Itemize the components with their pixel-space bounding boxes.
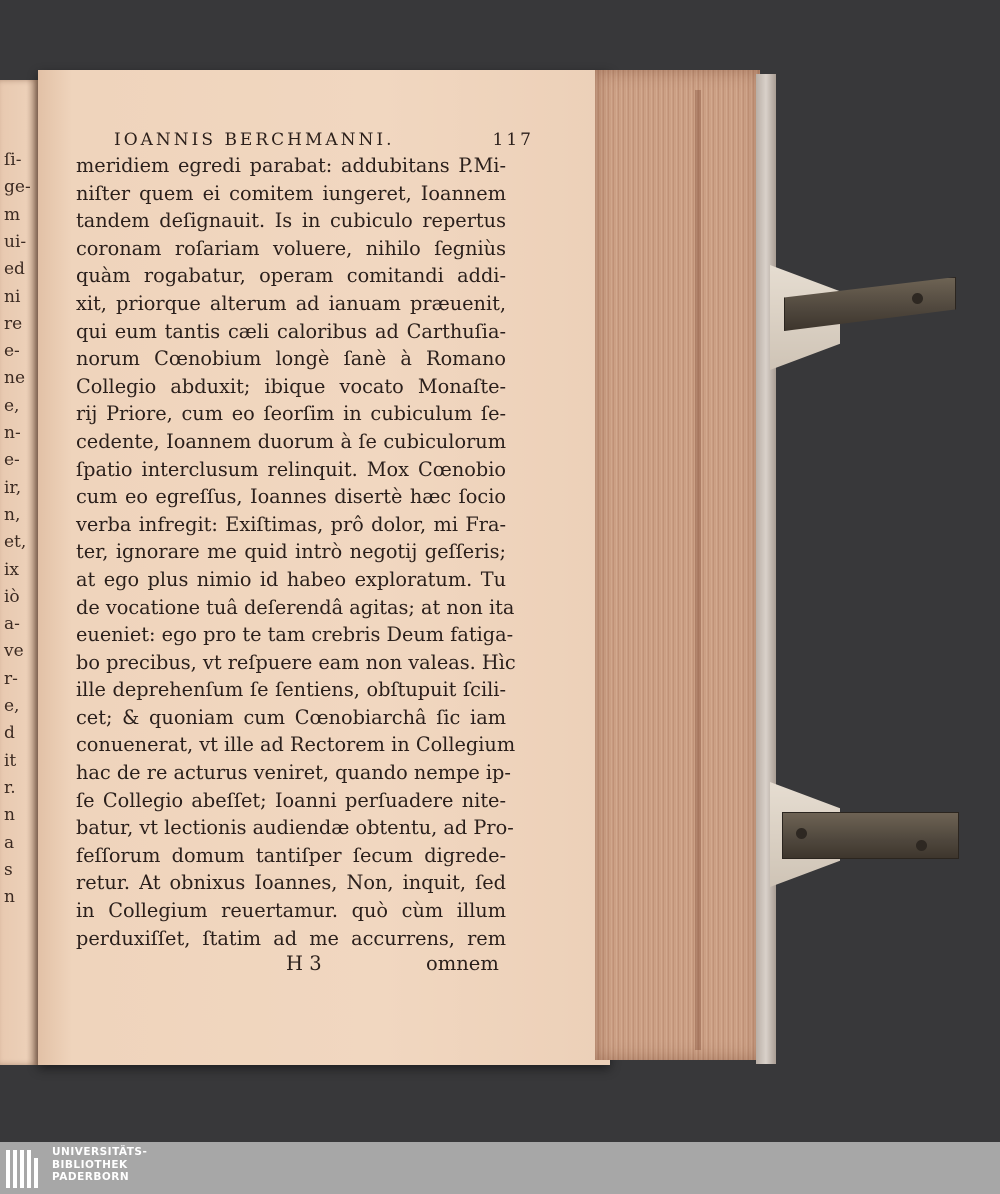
text-line: ſpatio interclusum relinquit. Mox Cœnobio bbox=[76, 457, 506, 481]
page-footer bbox=[38, 952, 506, 980]
logo-text-line: PADERBORN bbox=[52, 1171, 130, 1183]
left-page-edge bbox=[0, 80, 38, 1065]
left-page-fragment: a- bbox=[4, 614, 20, 635]
text-line: retur. At obnixus Ioannes, Non, inquit, ſed bbox=[76, 871, 506, 895]
text-line: hac de re acturus veniret, quando nempe ip- bbox=[76, 761, 511, 785]
text-line: eueniet: ego pro te tam crebris Deum fatiga- bbox=[76, 623, 514, 647]
text-line: bo precibus, vt reſpuere eam non valeas. Hìc bbox=[76, 650, 516, 674]
library-logo-text bbox=[52, 1146, 147, 1184]
left-page-fragment: m bbox=[4, 204, 21, 225]
text-line: coronam roſariam voluere, nihilo ſegniùs bbox=[76, 236, 506, 260]
cover-edge bbox=[756, 74, 776, 1064]
text-line: cet; & quoniam cum Cœnobiarchâ ſic iam bbox=[76, 705, 506, 729]
left-page-fragment: e- bbox=[4, 450, 20, 471]
left-page-fragment: iò bbox=[4, 586, 20, 607]
catchword: omnem bbox=[426, 952, 499, 975]
text-line: meridiem egredi parabat: addubitans P.Mi- bbox=[76, 154, 506, 177]
fore-edge bbox=[595, 70, 760, 1060]
logo-text-line: UNIVERSITÄTS- bbox=[52, 1146, 148, 1158]
text-line: ter, ignorare me quid intrò negotij geſſeris; bbox=[76, 540, 506, 564]
left-page-fragment: ne bbox=[4, 368, 26, 389]
text-line: niſter quem ei comitem iungeret, Ioannem bbox=[76, 181, 506, 205]
left-page-fragment: d bbox=[4, 723, 15, 744]
page-number: 117 bbox=[492, 130, 534, 150]
logo-text-line: BIBLIOTHEK bbox=[52, 1158, 128, 1171]
text-line: verba infregit: Exiſtimas, prô dolor, mi Fra- bbox=[76, 512, 506, 536]
text-line: Collegio abduxit; ibique vocato Monaſte- bbox=[76, 374, 506, 398]
left-page-fragment: s bbox=[4, 859, 13, 880]
left-page-fragment: it bbox=[4, 750, 17, 771]
left-page-fragment: ve bbox=[4, 641, 24, 662]
text-line: tandem deſignauit. Is in cubiculo repertus bbox=[76, 209, 506, 233]
left-page-fragment: ir, bbox=[4, 477, 22, 498]
running-head-title: IOANNIS BERCHMANNI. bbox=[114, 130, 395, 150]
text-line: quàm rogabatur, operam comitandi addi- bbox=[76, 264, 506, 288]
text-line: xit, priorque alterum ad ianuam præuenit, bbox=[76, 291, 506, 315]
left-page-fragment: ix bbox=[4, 559, 20, 580]
text-line: de vocatione tuâ deſerendâ agitas; at non ita bbox=[76, 595, 515, 619]
left-page-fragment: re bbox=[4, 313, 23, 334]
clasp-lower bbox=[770, 782, 970, 892]
text-line: perduxiſſet, ſtatim ad me accurrens, rem bbox=[76, 926, 506, 950]
library-footer bbox=[0, 1142, 1000, 1194]
left-page-fragment: n bbox=[4, 805, 15, 826]
left-page-fragment: n- bbox=[4, 423, 21, 443]
left-page-fragment: n bbox=[4, 887, 15, 908]
text-page bbox=[38, 70, 610, 1065]
text-line: cum eo egreſſus, Ioannes disertè hæc ſocio bbox=[76, 485, 506, 509]
left-page-fragment: ſi- bbox=[4, 150, 22, 170]
library-logo-icon bbox=[6, 1148, 46, 1188]
text-line: conuenerat, vt ille ad Rectorem in Collegium bbox=[76, 733, 516, 757]
left-page-fragment: ed bbox=[4, 259, 25, 280]
clasp-metal bbox=[782, 812, 959, 859]
text-line: cedente, Ioannem duorum à ſe cubiculorum bbox=[76, 429, 506, 453]
text-line: qui eum tantis cæli caloribus ad Carthuſia- bbox=[76, 319, 506, 343]
left-page-fragment: e, bbox=[4, 696, 20, 716]
text-line: feſſorum domum tantiſper ſecum digrede- bbox=[76, 843, 506, 867]
left-page-fragment: et, bbox=[4, 532, 27, 553]
text-line: ſe Collegio abeſſet; Ioanni perſuadere nite- bbox=[76, 788, 506, 812]
left-page-fragment: a bbox=[4, 832, 15, 853]
signature-mark: H 3 bbox=[286, 952, 322, 975]
text-line: batur, vt lectionis audiendæ obtentu, ad Pro- bbox=[76, 816, 514, 840]
left-page-fragment: e- bbox=[4, 341, 20, 362]
left-page-fragment: r- bbox=[4, 668, 18, 689]
left-page-fragment: r. bbox=[4, 777, 16, 798]
text-line: in Collegium reuertamur. quò cùm illum bbox=[76, 899, 506, 923]
text-line: rij Priore, cum eo ſeorſim in cubiculum ſe- bbox=[76, 402, 506, 426]
running-head bbox=[114, 130, 534, 150]
clasp-upper bbox=[770, 265, 970, 375]
left-page-fragment: ui- bbox=[4, 231, 27, 252]
clasp-rivet bbox=[916, 840, 927, 851]
text-line: norum Cœnobium longè ſanè à Romano bbox=[76, 347, 506, 371]
left-page-fragment: e, bbox=[4, 395, 20, 416]
clasp-rivet bbox=[912, 293, 923, 304]
left-page-fragment: ni bbox=[4, 286, 21, 307]
body-text bbox=[76, 152, 516, 952]
left-page-fragment: ge- bbox=[4, 177, 31, 198]
left-page-fragment: n, bbox=[4, 504, 21, 525]
text-line: ille deprehenſum ſe ſentiens, obſtupuit ſcili- bbox=[76, 678, 506, 702]
clasp-rivet bbox=[796, 828, 807, 839]
text-line: at ego plus nimio id habeo exploratum. Tu bbox=[76, 567, 506, 591]
